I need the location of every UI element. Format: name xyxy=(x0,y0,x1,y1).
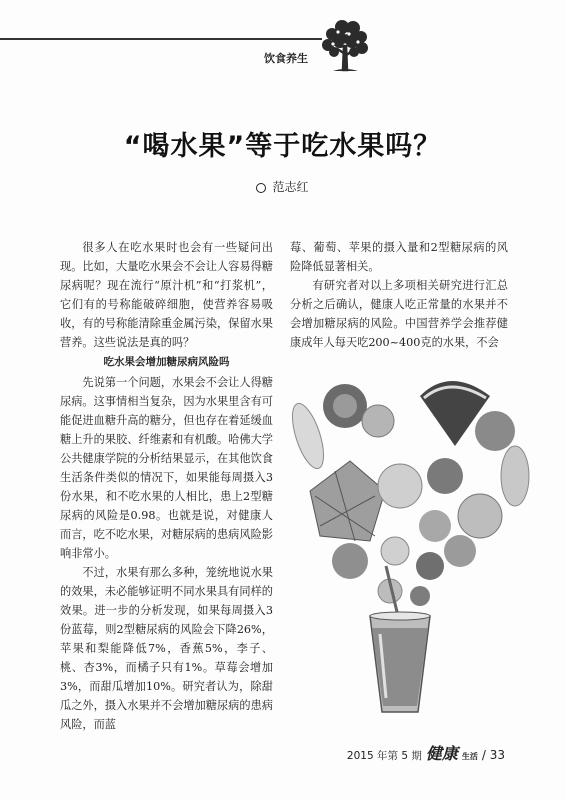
page-footer xyxy=(347,741,505,764)
author-bullet-icon xyxy=(256,183,266,193)
tree-logo-icon xyxy=(318,18,372,76)
paragraph: 莓、葡萄、苹果的摄入量和2型糖尿病的风险降低显著相关。 xyxy=(290,241,508,273)
paragraph: 不过，水果有那么多种，笼统地说水果的效果，未必能够证明不同水果具有同样的效果。进一步的分析发现，如果每周摄入3份蓝莓，则2型糖尿病的风险会下降26%，苹果和梨能降低7%，香蕉5%，李子、桃、杏3%，而橘子只有1%。草莓会增加3%，而甜瓜增加10%。研究者认为，除甜瓜之外，摄入水果并不会增加糖尿病的患病风险，而蓝 xyxy=(60,566,273,731)
magazine-brand-suffix: 生活 xyxy=(461,752,478,761)
fruit-heart-icon xyxy=(290,381,529,606)
issue-label: 2015 年第 5 期 xyxy=(346,750,422,762)
paragraph: 先说第一个问题，水果会不会让人得糖尿病。这事情相当复杂，因为水果里含有可能促进血糖升高的糖分，但也存在着延缓血糖上升的果胶、纤维素和有机酸。哈佛大学公共健康学院的分析结果显示，在其他饮食生活条件类似的情况下，如果能每周摄入3份水果，和不吃水果的人相比，患上2型糖尿病的风险是0.98。也就是说，对健康人而言，吃不吃水果，对糖尿病的患病风险影响非常小。 xyxy=(60,376,273,560)
juice-glass-icon xyxy=(370,612,430,712)
article-column-right xyxy=(290,238,508,352)
section-label: 饮食养生 xyxy=(264,52,308,65)
magazine-brand: 健康 xyxy=(425,744,458,763)
author-line xyxy=(0,178,565,195)
subheading: 吃水果会增加糖尿病风险吗 xyxy=(103,356,230,368)
paragraph: 很多人在吃水果时也会有一些疑问出现。比如，大量吃水果会不会让人容易得糖尿病呢？现在流行“原汁机”和“打浆机”，它们有的号称能破碎细胞，使营养容易吸收，有的号称能清除重金属污染，保留水果营养。这些说法是真的吗？ xyxy=(60,241,273,349)
article-column-left xyxy=(60,238,273,734)
page-number: / 33 xyxy=(481,748,505,762)
fruit-heart-illustration xyxy=(290,376,530,716)
article-title: “喝水果”等于吃水果吗？ xyxy=(123,131,442,162)
author-name: 范志红 xyxy=(272,180,309,194)
header-rule xyxy=(0,38,322,40)
paragraph: 有研究者对以上多项相关研究进行汇总分析之后确认，健康人吃正常量的水果并不会增加糖尿病的风险。中国营养学会推荐健康成年人每天吃200~400克的水果，不会 xyxy=(290,279,508,349)
